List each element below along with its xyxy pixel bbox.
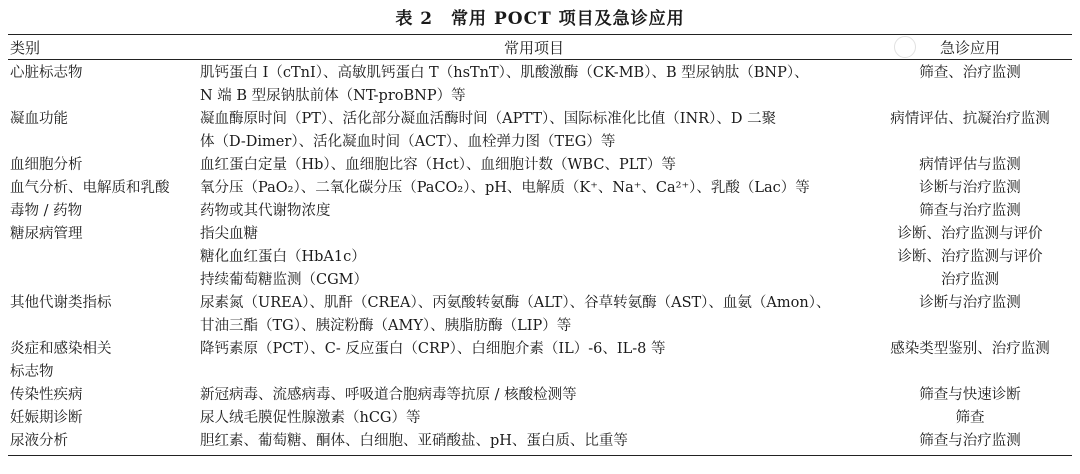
cell-items-line: 胆红素、葡萄糖、酮体、白细胞、亚硝酸盐、pH、蛋白质、比重等	[200, 433, 628, 449]
cell-items	[200, 177, 810, 200]
cell-items-line: 肌钙蛋白 I（cTnI）、高敏肌钙蛋白 T（hsTnT）、肌酸激酶（CK-MB）、B 型尿钠肽（BNP）、	[200, 65, 809, 81]
cell-category	[10, 384, 83, 407]
header-application: 急诊应用	[940, 39, 1001, 57]
table-row	[8, 269, 1072, 292]
cell-category-line: 传染性疾病	[10, 387, 83, 403]
table-row	[8, 177, 1072, 200]
cell-items	[200, 430, 628, 453]
cell-items	[200, 200, 331, 223]
cell-items-line: 凝血酶原时间（PT）、活化部分凝血活酶时间（APTT）、国际标准化比值（INR）、D 二聚	[200, 111, 777, 127]
cell-items	[200, 292, 830, 338]
cell-application	[870, 246, 1070, 269]
table-row	[8, 62, 1072, 108]
cell-category-line: 血气分析、电解质和乳酸	[10, 180, 170, 196]
cell-category	[10, 407, 83, 430]
header-items: 常用项目	[504, 39, 565, 57]
cell-application-line: 筛查	[955, 410, 985, 426]
cell-category-line: 糖尿病管理	[10, 226, 83, 242]
cell-application-line: 病情评估与监测	[919, 157, 1021, 173]
cell-category-line: 其他代谢类指标	[10, 295, 112, 311]
cell-application-line: 治疗监测	[941, 272, 999, 288]
table-row	[8, 292, 1072, 338]
cell-application	[870, 269, 1070, 292]
cell-application-line: 诊断与治疗监测	[919, 180, 1021, 196]
cell-application-line: 感染类型鉴别、治疗监测	[890, 341, 1050, 357]
table-row	[8, 200, 1072, 223]
cell-items-line: 氧分压（PaO₂）、二氧化碳分压（PaCO₂）、pH、电解质（K⁺、Na⁺、Ca²⁺）、乳酸（Lac）等	[200, 180, 810, 196]
table-row	[8, 338, 1072, 384]
table-row	[8, 108, 1072, 154]
cell-items-line: N 端 B 型尿钠肽前体（NT-proBNP）等	[200, 88, 466, 104]
table-caption: 表 2 常用 POCT 项目及急诊应用	[395, 9, 685, 29]
poct-table	[8, 34, 1072, 456]
cell-category-line: 毒物 / 药物	[10, 203, 83, 219]
table-body	[8, 60, 1072, 455]
cell-application-line: 诊断、治疗监测与评价	[897, 249, 1043, 265]
table-row	[8, 407, 1072, 430]
cell-application	[870, 384, 1070, 407]
cell-items-line: 降钙素原（PCT）、C- 反应蛋白（CRP）、白细胞介素（IL）-6、IL-8 等	[200, 341, 666, 357]
cell-items	[200, 269, 368, 292]
cell-category-line: 凝血功能	[10, 111, 68, 127]
cell-category	[10, 154, 83, 177]
table-row	[8, 223, 1072, 246]
cell-application	[870, 430, 1070, 453]
cell-category	[10, 177, 170, 200]
cell-category	[10, 292, 112, 315]
cell-items-line: 体（D-Dimer）、活化凝血时间（ACT）、血栓弹力图（TEG）等	[200, 134, 616, 150]
cell-items-line: 指尖血糖	[200, 226, 258, 242]
table-row	[8, 154, 1072, 177]
cell-application	[870, 223, 1070, 246]
cell-items	[200, 108, 776, 154]
cell-application	[870, 200, 1070, 223]
cell-items-line: 持续葡萄糖监测（CGM）	[200, 272, 369, 288]
cell-items	[200, 384, 577, 407]
cell-category-line: 妊娠期诊断	[10, 410, 83, 426]
cell-application-line: 诊断与治疗监测	[919, 295, 1021, 311]
table-row	[8, 384, 1072, 407]
cell-category	[10, 200, 82, 223]
cell-items	[200, 407, 421, 430]
cell-application-line: 筛查、治疗监测	[919, 65, 1021, 81]
cell-application-line: 筛查与治疗监测	[919, 203, 1021, 219]
cell-application-line: 筛查与快速诊断	[919, 387, 1021, 403]
table-row	[8, 246, 1072, 269]
cell-category	[10, 430, 68, 453]
cell-category	[10, 62, 83, 85]
cell-category-line: 血细胞分析	[10, 157, 83, 173]
table-row	[8, 430, 1072, 453]
cell-category	[10, 223, 83, 246]
cell-category-line: 标志物	[10, 364, 54, 380]
table-header	[8, 35, 1072, 60]
header-category: 类别	[10, 39, 41, 57]
cell-items-line: 尿人绒毛膜促性腺激素（hCG）等	[200, 410, 421, 426]
cell-items-line: 血红蛋白定量（Hb）、血细胞比容（Hct）、血细胞计数（WBC、PLT）等	[200, 157, 676, 173]
cell-category-line: 尿液分析	[10, 433, 68, 449]
cell-items	[200, 338, 665, 361]
cell-application	[870, 154, 1070, 177]
cell-category	[10, 338, 112, 384]
cell-category-line: 炎症和感染相关	[10, 341, 112, 357]
cell-items	[200, 62, 809, 108]
cell-items	[200, 154, 676, 177]
cell-application-line: 病情评估、抗凝治疗监测	[890, 111, 1050, 127]
cell-application	[870, 62, 1070, 85]
cell-application	[870, 108, 1070, 131]
cell-application	[870, 407, 1070, 430]
cell-application-line: 筛查与治疗监测	[919, 433, 1021, 449]
cell-application	[870, 292, 1070, 315]
cell-application	[870, 338, 1070, 361]
cell-category	[10, 108, 68, 131]
cell-items-line: 糖化血红蛋白（HbA1c）	[200, 249, 366, 265]
cell-application-line: 诊断、治疗监测与评价	[897, 226, 1043, 242]
cell-items	[200, 223, 258, 246]
cell-items-line: 甘油三酯（TG）、胰淀粉酶（AMY）、胰脂肪酶（LIP）等	[200, 318, 572, 334]
cell-items-line: 尿素氮（UREA）、肌酐（CREA）、丙氨酸转氨酶（ALT）、谷草转氨酶（AST）、血氨（Amon）、	[200, 295, 831, 311]
cell-items	[200, 246, 366, 269]
cell-application	[870, 177, 1070, 200]
cell-category-line: 心脏标志物	[10, 65, 83, 81]
cell-items-line: 药物或其代谢物浓度	[200, 203, 331, 219]
cell-items-line: 新冠病毒、流感病毒、呼吸道合胞病毒等抗原 / 核酸检测等	[200, 387, 577, 403]
